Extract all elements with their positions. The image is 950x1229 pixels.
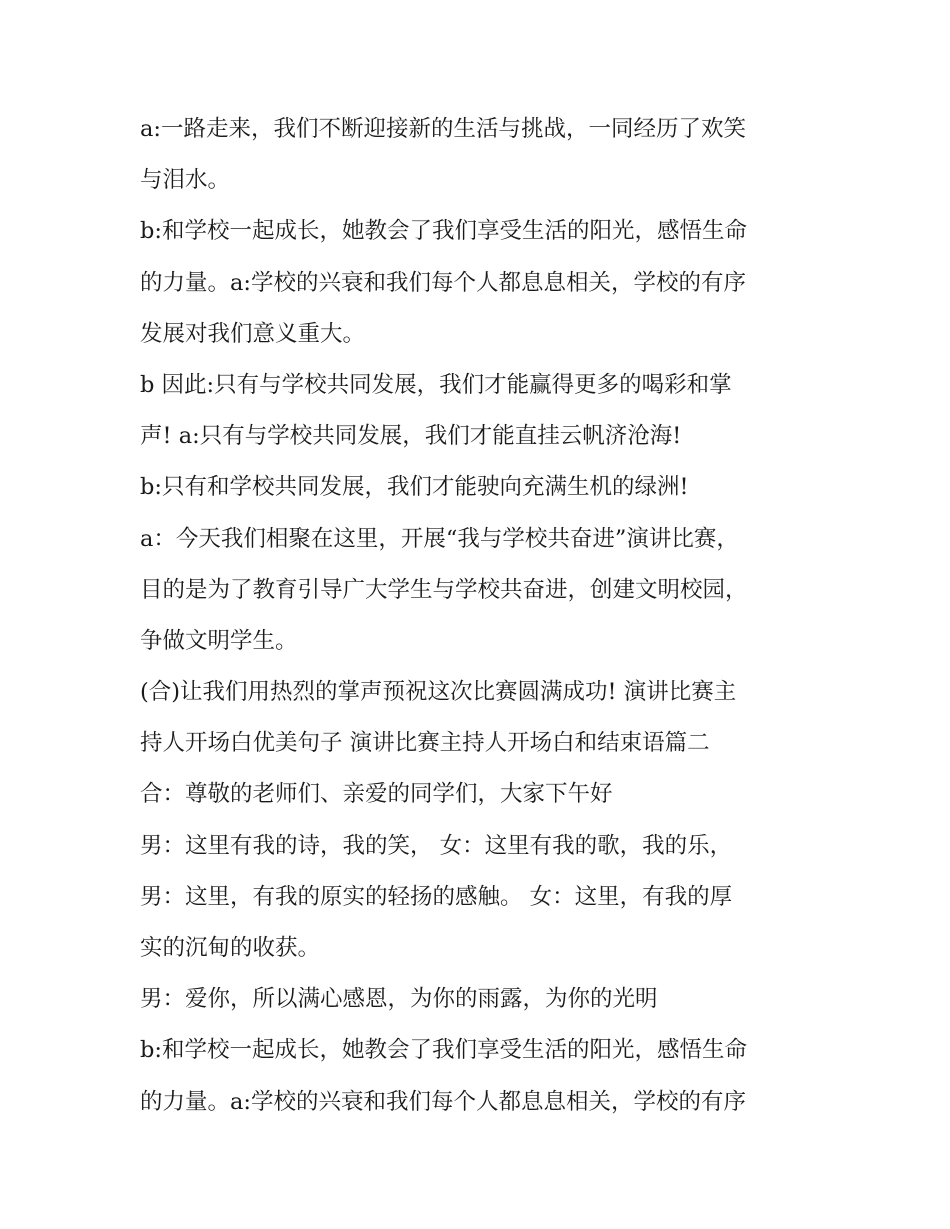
text-line: 发展对我们意义重大。 (140, 320, 366, 347)
text-line: 目的是为了教育引导广大学生与学校共奋进，创建文明校园， (140, 576, 748, 603)
text-line: 与泪水。 (140, 167, 231, 194)
document-body (140, 104, 820, 1128)
text-line: b:只有和学校共同发展，我们才能驶向充满生机的绿洲! (140, 474, 689, 501)
text-line: 男：爱你，所以满心感恩，为你的雨露，为你的光明 (140, 986, 658, 1013)
text-line: 的力量。a:学校的兴衰和我们每个人都息息相关，学校的有序 (140, 269, 746, 296)
text-line: b:和学校一起成长，她教会了我们享受生活的阳光，感悟生命 (140, 218, 747, 245)
text-line: a：今天我们相聚在这里，开展“我与学校共奋进”演讲比赛， (140, 525, 739, 552)
text-line: 合：尊敬的老师们、亲爱的同学们，大家下午好 (140, 781, 613, 808)
text-line: a:一路走来，我们不断迎接新的生活与挑战，一同经历了欢笑 (140, 116, 746, 142)
text-line: 的力量。a:学校的兴衰和我们每个人都息息相关，学校的有序 (140, 1088, 746, 1115)
text-line: (合)让我们用热烈的掌声预祝这次比赛圆满成功! 演讲比赛主 (140, 679, 737, 706)
text-line: b:和学校一起成长，她教会了我们享受生活的阳光，感悟生命 (140, 1037, 747, 1064)
text-line: 实的沉甸的收获。 (140, 935, 321, 961)
text-line: b 因此:只有与学校共同发展，我们才能赢得更多的喝彩和掌 (140, 371, 732, 398)
text-line: 持人开场白优美句子 演讲比赛主持人开场白和结束语篇二 (140, 730, 710, 757)
text-line: 争做文明学生。 (140, 627, 298, 654)
text-line: 男：这里有我的诗，我的笑， 女：这里有我的歌，我的乐， (140, 832, 733, 859)
text-line: 男：这里，有我的原实的轻扬的感触。 女：这里，有我的厚 (140, 883, 733, 910)
text-line: 声! a:只有与学校共同发展，我们才能直挂云帆济沧海! (140, 423, 682, 450)
